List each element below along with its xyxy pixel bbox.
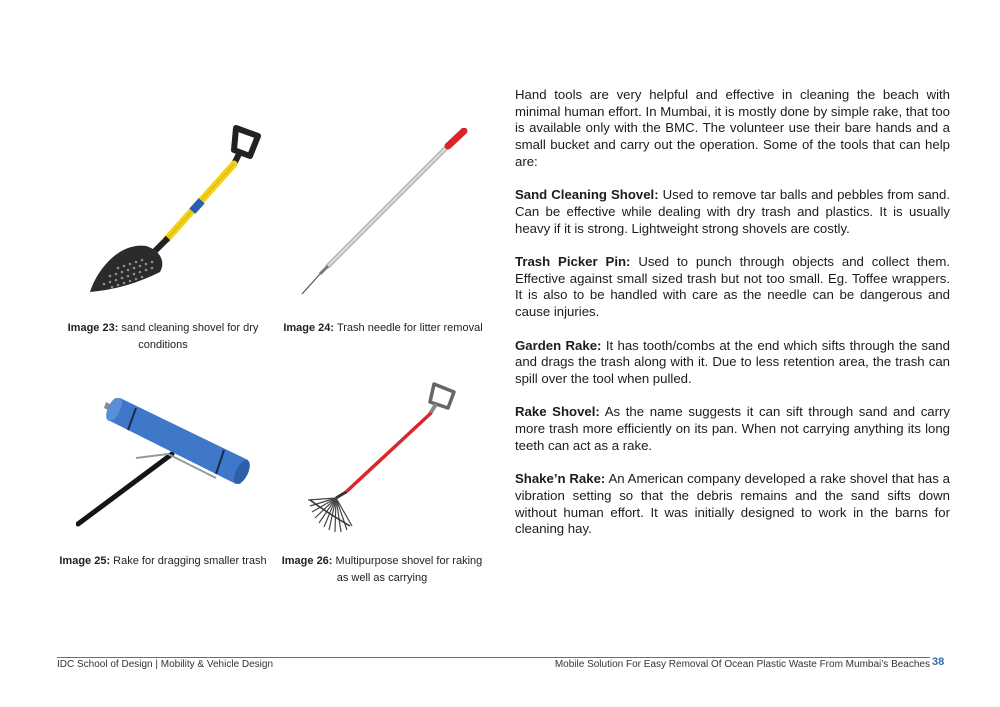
footer-project-title: Mobile Solution For Easy Removal Of Ocean Plastic Waste From Mumbai’s Beaches bbox=[554, 659, 930, 670]
tool-shaken-rake: Shake’n Rake: An American company developed a rake shovel that has a vibration setting so that the debris remains and the sand sifts down without human effort. It was initially designed to work in the barns for cleaning hay. bbox=[515, 471, 951, 537]
tool-rake-shovel: Rake Shovel: As the name suggests it can sift through sand and carry more trash more efficiently on its pan. When not carrying anything its long teeth can act as a rake. bbox=[515, 404, 950, 453]
shovel-icon bbox=[88, 122, 268, 302]
figure-shovel bbox=[88, 122, 268, 302]
figure-caption-26: Image 26: Multipurpose shovel for raking as well as carrying bbox=[281, 555, 483, 584]
leaf-rake-icon bbox=[306, 380, 461, 535]
figure-leaf-rake bbox=[306, 380, 461, 535]
beach-rake-icon bbox=[76, 398, 251, 528]
figure-caption-24: Image 24: Trash needle for litter removal bbox=[283, 322, 483, 334]
trash-needle-icon bbox=[298, 128, 470, 300]
tool-trash-picker-pin: Trash Picker Pin: Used to punch through objects and collect them. Effective against small sized trash but not too small. Eg. Toffee wrappers. It is also to be handled with care as the needle can be dangerous and cause injuries. bbox=[515, 254, 950, 320]
figure-beach-rake bbox=[76, 398, 251, 528]
body-text bbox=[515, 87, 950, 555]
tool-garden-rake: Garden Rake: It has tooth/combs at the end which sifts through the sand and drags the trash along with it. Due to less retention area, the trash can spill over the tool when pulled. bbox=[515, 337, 950, 386]
figure-trash-needle bbox=[298, 128, 470, 300]
figure-caption-25: Image 25: Rake for dragging smaller trash bbox=[59, 555, 267, 567]
footer-institution: IDC School of Design | Mobility & Vehicle Design bbox=[57, 659, 274, 670]
figure-caption-23: Image 23: sand cleaning shovel for dry conditions bbox=[67, 322, 259, 351]
page-number: 38 bbox=[932, 656, 945, 668]
footer-divider bbox=[57, 657, 930, 658]
intro-paragraph: Hand tools are very helpful and effective in cleaning the beach with minimal human effort. In Mumbai, it is mostly done by simple rake, that too is available only with the BMC. The volunteer use their bare hands and a small bucket and carry out the operation. Some of the tools that can help are: bbox=[515, 87, 950, 169]
tool-sand-cleaning-shovel: Sand Cleaning Shovel: Used to remove tar balls and pebbles from sand. Can be effective while dealing with dry trash and plastics. It is usually heavy if it is strong. Lightweight strong shovels are costly. bbox=[515, 187, 950, 236]
